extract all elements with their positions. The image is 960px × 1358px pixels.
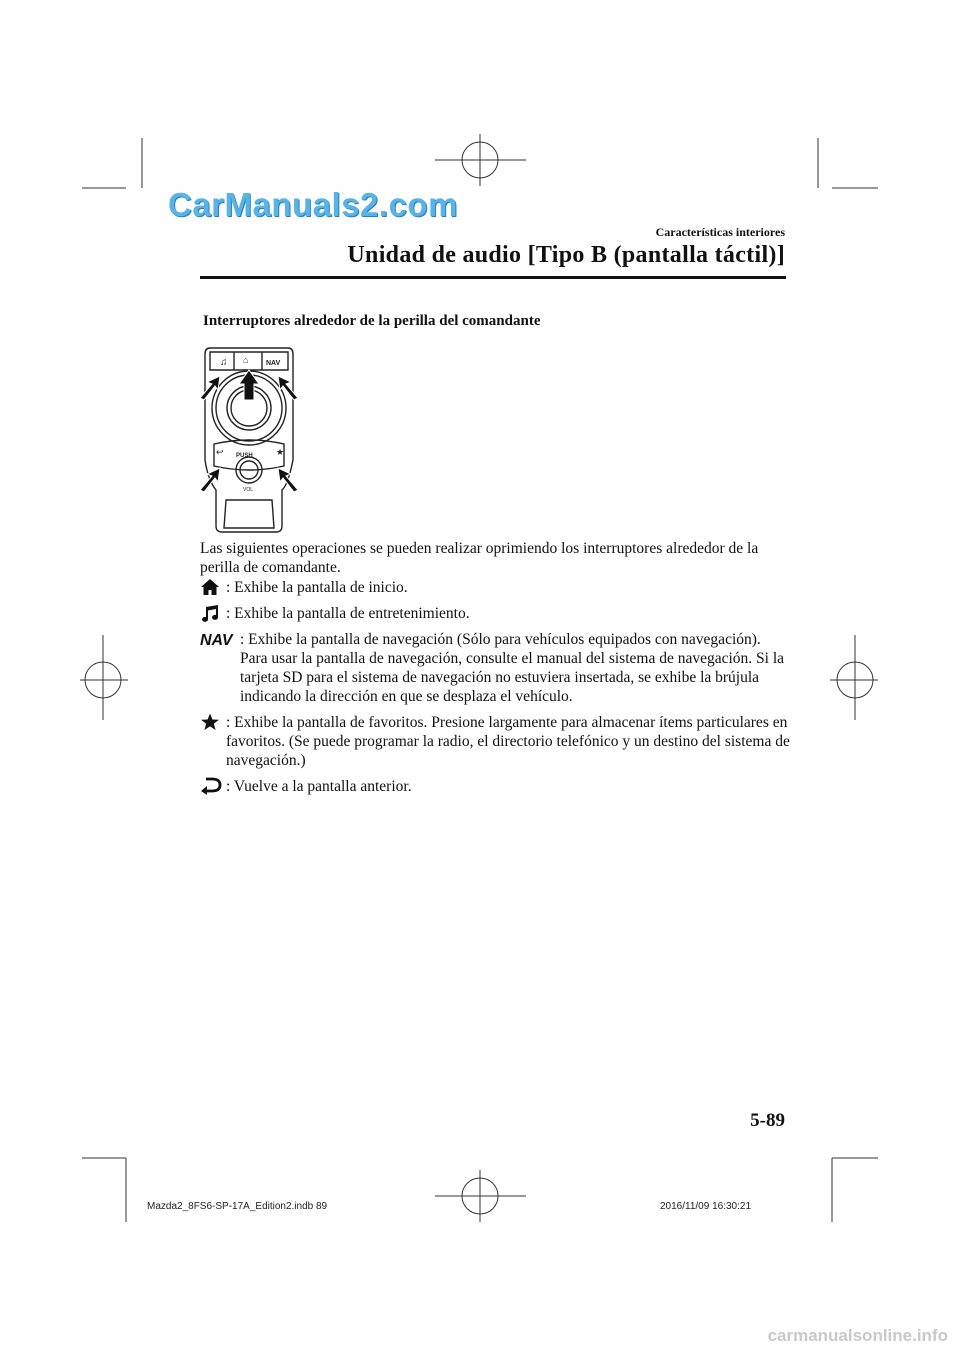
- intro-paragraph: Las siguientes operaciones se pueden realizar oprimiendo los interruptores alrededor de la perilla de comandante.: [200, 540, 759, 576]
- section-label: Características interiores: [655, 225, 785, 239]
- item-text: : Exhibe la pantalla de entretenimiento.: [226, 605, 470, 622]
- star-icon: [200, 713, 226, 732]
- list-item: [200, 604, 790, 623]
- svg-text:NAV: NAV: [200, 632, 233, 648]
- list-item: [200, 713, 790, 770]
- chapter-title: Unidad de audio [Tipo B (pantalla táctil)]: [347, 242, 785, 268]
- music-note-icon: ♫: [220, 357, 228, 368]
- back-arrow-icon: ↩: [216, 447, 224, 457]
- item-text: : Exhibe la pantalla de inicio.: [226, 579, 408, 596]
- list-item: [200, 777, 790, 796]
- commander-knob-illustration: [196, 340, 302, 536]
- page-number: 5-89: [750, 1110, 785, 1131]
- nav-icon: [200, 630, 240, 649]
- list-item: [200, 630, 790, 706]
- push-label: PUSH: [236, 453, 253, 459]
- site-logo-watermark: CarManuals2.com: [168, 186, 458, 223]
- arrow-top-left: [200, 376, 220, 400]
- arrow-top-right: [278, 376, 298, 400]
- back-arrow-icon: [200, 777, 226, 796]
- home-icon: [200, 578, 226, 597]
- header-rule: [200, 276, 786, 279]
- footer-file-info: Mazda2_8FS6-SP-17A_Edition2.indb 89: [147, 1201, 328, 1212]
- subheading: Interruptores alrededor de la perilla del comandante: [203, 313, 541, 329]
- item-text: : Exhibe la pantalla de favoritos. Presione largamente para almacenar ítems particulares en favoritos. (Se puede programar la radio, el directorio telefónico y un destino del sistema de navegación.): [226, 714, 790, 769]
- switch-descriptions: [200, 578, 790, 803]
- arrow-bottom-right: [278, 468, 298, 492]
- home-label: ⌂: [243, 355, 249, 365]
- footer-timestamp: 2016/11/09 16:30:21: [660, 1201, 752, 1212]
- vol-label: VOL: [243, 487, 254, 493]
- site-watermark: carmanualsonline.info: [767, 1326, 948, 1345]
- arrow-top-center: [239, 370, 259, 400]
- item-text: : Vuelve a la pantalla anterior.: [226, 778, 412, 795]
- star-icon: ★: [276, 447, 285, 457]
- item-text: : Exhibe la pantalla de navegación (Sólo para vehículos equipados con navegación). Para usar la pantalla de navegación, consulte el manual del sistema de navegación. Si la tarjeta SD para el sistema de navegación no estuviera insertada, se exhibe la brújula indicando la dirección en que se desplaza el vehículo.: [240, 631, 785, 705]
- nav-label: NAV: [266, 360, 281, 367]
- list-item: [200, 578, 790, 597]
- music-note-icon: [200, 604, 226, 623]
- arrow-bottom-left: [200, 468, 220, 492]
